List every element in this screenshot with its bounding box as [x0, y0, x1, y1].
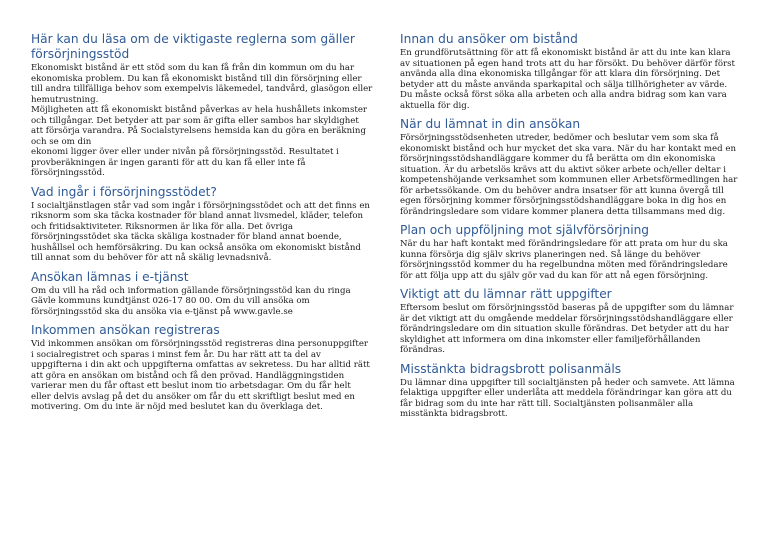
section-vad-ingar — [31, 185, 373, 264]
section-body: Försörjningsstödsenheten utreder, bedömer och beslutar vem som ska få ekonomiskt bistånd och hur mycket det ska vara. När du har kontakt med en försörjningsstödshandläggare kommer du få berätta om din ekonomiska situation. Är du arbetslös krävs att du aktivt söker arbete och/eller deltar i kompetenshöjande verksamhet som kommunen eller Arbetsförmedlingen har för arbetssökande. Om du behöver andra insatser för att kunna övergå till egen försörjning kommer försörjningsstödshandläggare boka in dig hos en förändringsledare som vidare kommer planera detta tillsammans med dig. — [400, 133, 738, 217]
right-column — [400, 32, 738, 426]
section-body: En grundförutsättning för att få ekonomiskt bistånd är att du inte kan klara av situationen på egen hand trots att du har försökt. Du behöver därför först använda alla dina ekonomiska tillgångar för att klara din försörjning. Det betyder att du måste använda sparkapital och sälja tillhörigheter av värde. Du måste också först söka alla arbeten och alla andra bidrag som kan vara aktuella för dig. — [400, 48, 735, 111]
section-registreras — [31, 323, 373, 413]
section-body: I socialtjänstlagen står vad som ingår i försörjningsstödet och att det finns en riksnorm som ska täcka kostnader för bland annat livsmedel, kläder, telefon och fritidsaktiviteter. Riksnormen är lika för alla. Det övriga försörjningsstödet ska täcka skäliga kostnader för bland annat boende, hushållsel och hemförsäkring. Du kan också ansöka om ekonomiskt bistånd till annat som du behöver för att nå skälig levnadsnivå. — [31, 200, 370, 263]
section-heading: När du lämnat in din ansökan — [400, 117, 581, 131]
section-heading: Ansökan lämnas i e-tjänst — [31, 269, 189, 284]
section-regler — [31, 32, 373, 179]
section-body: Vid inkommen ansökan om försörjningsstöd registreras dina personuppgifter i socialregistret och sparas i minst fem år. Du har rätt att ta del av uppgifterna i din akt och uppgifterna omfattas av sekretess. Du har alltid rätt att göra en ansökan om bistånd och få den prövad. Handläggningstiden varierar men du får oftast ett beslut inom tio arbetsdagar. Om du får helt eller delvis avslag på det du ansöker om får du ett skriftligt beslut med en motivering. Om du inte är nöjd med beslutet kan du överklaga det. — [31, 339, 370, 412]
left-column — [31, 32, 373, 419]
section-e-tjanst — [31, 270, 373, 318]
section-heading: Inkommen ansökan registreras — [31, 323, 220, 337]
section-body: Ekonomiskt bistånd är ett stöd som du kan få från din kommun om du har ekonomiska problem. Du kan få ekonomiskt bistånd till din försörjning eller till andra tillfälliga behov som exempelvis läkemedel, tandvård, glasögon eller hemutrustning. Möjligheten att få ekonomiskt bistånd påverkas av hela hushållets inkomster och tillgångar. Det betyder att par som är gifta eller sambos har skyldighet att försörja varandra. På Socialstyrelsens hemsida kan du göra en beräkning och se om din ekonomi ligger över eller under nivån på försörjningsstöd. Resultatet i provberäkningen är ingen garanti för att du kan få eller inte få försörjningsstöd. — [31, 63, 373, 178]
section-heading: Misstänkta bidragsbrott polisanmäls — [400, 361, 622, 376]
section-body: Du lämnar dina uppgifter till socialtjänsten på heder och samvete. Att lämna felaktiga uppgifter eller underlåta att meddela förändringar kan göra att du får bidrag som du inte har rätt till. Socialtjänsten polisanmäler alla misstänkta bidragsbrott. — [400, 377, 735, 419]
section-body: Om du vill ha råd och information gällande försörjningsstöd kan du ringa Gävle kommuns kundtjänst 026-17 80 00. Om du vill ansöka om försörjningsstöd ska du ansöka via e-tjänst på www.gavle.se — [31, 285, 351, 317]
section-heading: Plan och uppföljning mot självförsörjning — [400, 223, 650, 237]
section-plan — [400, 223, 738, 281]
section-heading: Viktigt att du lämnar rätt uppgifter — [400, 287, 612, 301]
section-innan — [400, 32, 738, 111]
section-nar-lamnat — [400, 117, 738, 217]
section-body: När du har haft kontakt med förändringsledare för att prata om hur du ska kunna försörja dig själv skrivs planeringen ned. Så länge du behöver försörjningsstöd kommer du ha regelbundna möten med förändringsledare för att följa upp att du själv gör vad du kan för att nå egen försörjning. — [400, 239, 728, 281]
section-body: Eftersom beslut om försörjningsstöd baseras på de uppgifter som du lämnar är det viktigt att du omgående meddelar försörjningsstödshandläggare eller förändringsledare om din situation skulle förändras. Det betyder att du har skyldighet att informera om dina inkomster eller familjeförhållanden förändras. — [400, 303, 734, 355]
section-heading: Här kan du läsa om de viktigaste reglerna som gäller försörjningsstöd — [31, 32, 355, 61]
section-heading: Innan du ansöker om bistånd — [400, 32, 578, 46]
section-bidragsbrott — [400, 362, 738, 420]
section-viktigt — [400, 287, 738, 356]
section-heading: Vad ingår i försörjningsstödet? — [31, 184, 217, 199]
